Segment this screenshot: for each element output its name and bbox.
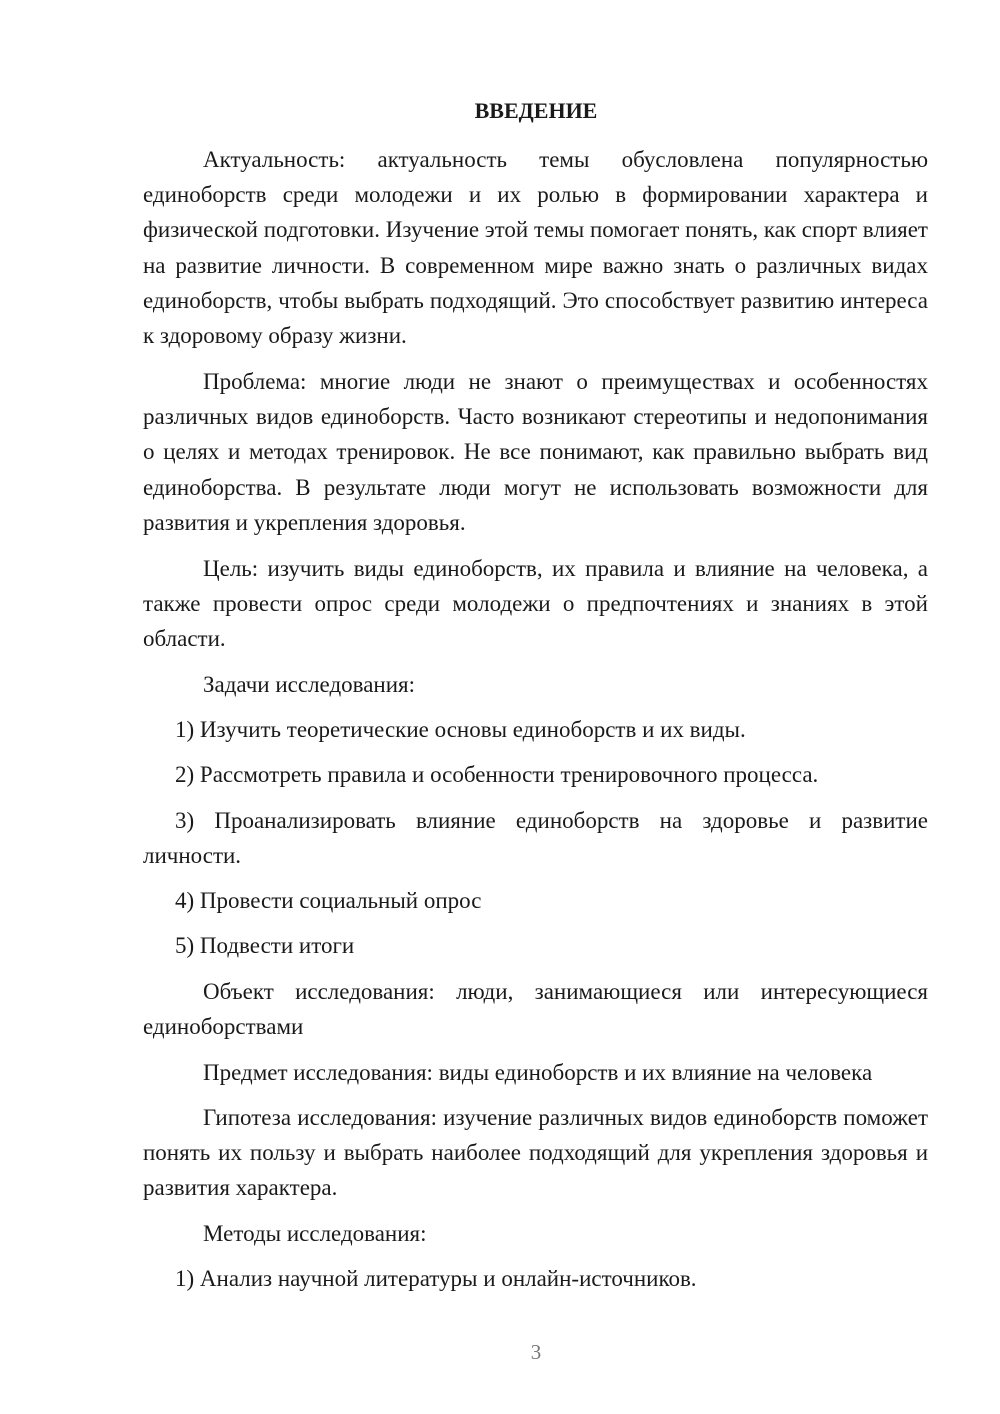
- paragraph-goal: Цель: изучить виды единоборств, их правила и влияние на человека, а также провести опрос среди молодежи о предпочтениях и знаниях в этой области.: [143, 556, 928, 652]
- paragraph-problem: Проблема: многие люди не знают о преимуществах и особенностях различных видов единоборств. Часто возникают стереотипы и недопонимания о целях и методах тренировок. Не все понимают, как правильно выбрать вид единоборства. В результате люди могут не использовать возможности для развития и укрепления здоровья.: [143, 369, 928, 535]
- paragraph-hypothesis: Гипотеза исследования: изучение различных видов единоборств поможет понять их пользу и выбрать наиболее подходящий для укрепления здоровья и развития характера.: [143, 1105, 928, 1201]
- page-number: 3: [530, 1340, 542, 1364]
- paragraph-relevance: Актуальность: актуальность темы обусловлена популярностью единоборств среди молодежи и их ролью в формировании характера и физической подготовки. Изучение этой темы помогает понять, как спорт влияет на развитие личности. В современном мире важно знать о различных видах единоборств, чтобы выбрать подходящий. Это способствует развитию интереса к здоровому образу жизни.: [143, 147, 928, 349]
- tasks-heading: Задачи исследования:: [203, 672, 416, 697]
- task-item-2: 2) Рассмотреть правила и особенности тренировочного процесса.: [175, 762, 819, 787]
- method-item-1: 1) Анализ научной литературы и онлайн-источников.: [175, 1266, 697, 1291]
- paragraph-object: Объект исследования: люди, занимающиеся или интересующиеся единоборствами: [143, 979, 928, 1040]
- methods-heading: Методы исследования:: [203, 1221, 427, 1246]
- task-item-3: 3) Проанализировать влияние единоборств на здоровье и развитие личности.: [143, 808, 928, 869]
- task-item-5: 5) Подвести итоги: [175, 933, 355, 958]
- task-item-4: 4) Провести социальный опрос: [175, 888, 482, 913]
- task-item-1: 1) Изучить теоретические основы единоборств и их виды.: [175, 717, 746, 742]
- paragraph-subject: Предмет исследования: виды единоборств и их влияние на человека: [203, 1060, 873, 1085]
- page-title: ВВЕДЕНИЕ: [474, 98, 598, 123]
